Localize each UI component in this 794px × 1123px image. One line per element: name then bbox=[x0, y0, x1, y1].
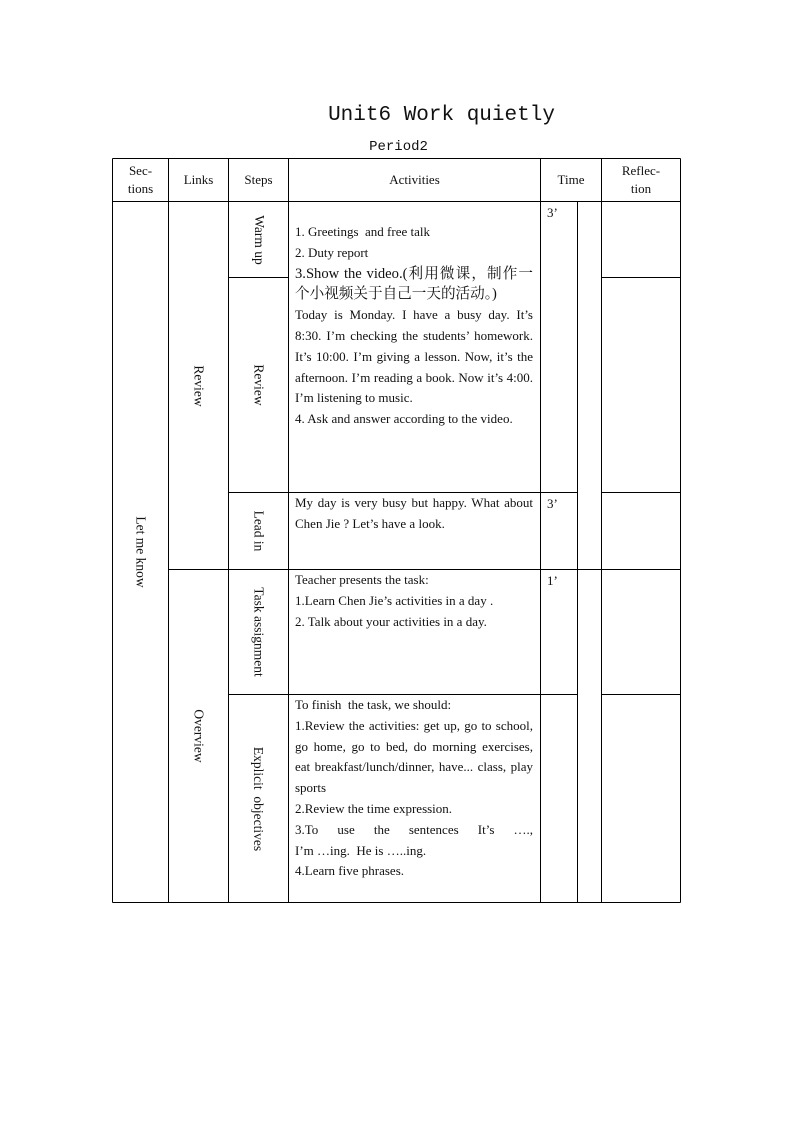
header-steps: Steps bbox=[244, 172, 273, 187]
activity-line: My day is very busy but happy. What about Chen Jie ? Let’s have a look. bbox=[295, 495, 533, 531]
header-reflection bbox=[602, 159, 680, 201]
header-sections-line1: Sec- bbox=[128, 163, 153, 178]
activity-line: 3.Show the video.(利用微课，制作一个小视频关于自己一天的活动。) bbox=[295, 265, 533, 303]
header-reflection-line1: Reflec- bbox=[621, 163, 661, 178]
activity-line: 3.To use the sentences It’s …., bbox=[295, 821, 533, 837]
step-task-assignment: Task assignment bbox=[251, 587, 267, 677]
activity-line: Teacher presents the task: bbox=[295, 572, 429, 587]
activity-line: 1. Greetings and free talk bbox=[295, 224, 431, 239]
header-sections-line2: tions bbox=[127, 181, 154, 196]
activity-line: 4.Learn five phrases. bbox=[295, 863, 405, 879]
link-overview: Overview bbox=[191, 709, 207, 763]
activity-line: 2.Review the time expression. bbox=[295, 800, 453, 816]
activity-line: 4. Ask and answer according to the video. bbox=[295, 411, 513, 427]
step-explicit-objectives: Explicit objectives bbox=[251, 746, 267, 851]
activity-line: 2. Duty report bbox=[295, 244, 369, 260]
period-label: Period2 bbox=[369, 139, 428, 155]
activities-task-assignment bbox=[295, 570, 533, 632]
step-warm-up: Warm up bbox=[251, 214, 267, 265]
activity-line: Today is Monday. I have a busy day. It’s 8:30. I’m checking the students’ homework. It’s 10:00. I’m giving a lesson. Now, it’s the afternoon. I’m reading a book. Now it’s 4:00. I’m listening to music. bbox=[295, 307, 533, 406]
activities-lead-in bbox=[295, 493, 533, 535]
activity-line: 1.Review the activities: get up, go to school, go home, go to bed, do morning exercises, eat breakfast/lunch/dinner, have... class, play sports bbox=[295, 717, 533, 796]
time-task-assignment: 1’ bbox=[547, 573, 558, 588]
link-review: Review bbox=[191, 364, 207, 407]
header-activities: Activities bbox=[389, 172, 440, 187]
time-lead-in: 3’ bbox=[547, 496, 558, 511]
activity-line: 1.Learn Chen Jie’s activities in a day . bbox=[295, 592, 494, 608]
step-review: Review bbox=[251, 364, 267, 406]
activity-line: I’m …ing. He is …..ing. bbox=[295, 842, 427, 858]
header-links: Links bbox=[183, 172, 214, 187]
header-reflection-line2: tion bbox=[630, 181, 652, 196]
header-time: Time bbox=[557, 172, 585, 187]
activity-line: To finish the task, we should: bbox=[295, 697, 452, 712]
activities-warmup-review bbox=[295, 222, 533, 430]
step-lead-in: Lead in bbox=[251, 510, 267, 552]
section-let-me-know: Let me know bbox=[133, 516, 149, 588]
page-title: Unit6 Work quietly bbox=[328, 104, 555, 127]
activities-explicit-objectives bbox=[295, 695, 533, 882]
activity-line: 2. Talk about your activities in a day. bbox=[295, 613, 487, 629]
time-warmup: 3’ bbox=[547, 205, 558, 220]
header-sections bbox=[113, 159, 168, 201]
